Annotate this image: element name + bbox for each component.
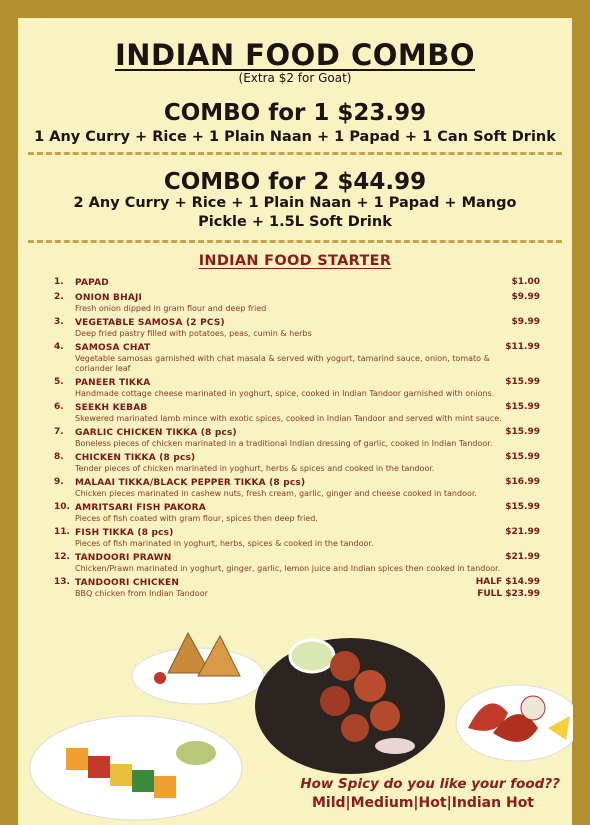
menu-item-number: 5. (54, 377, 64, 387)
menu-item (54, 402, 540, 424)
menu-item-number: 3. (54, 317, 64, 327)
starter-heading: INDIAN FOOD STARTER (198, 253, 392, 269)
menu-item (54, 342, 540, 374)
menu-item-price: $15.99 (505, 402, 540, 412)
menu-item-number: 2. (54, 292, 64, 302)
menu-item-price: $9.99 (511, 292, 540, 302)
menu-item (54, 377, 540, 399)
samosa-plate-image (128, 618, 268, 708)
paneer-tikka-plate-image (26, 708, 246, 823)
menu-item-description: Handmade cottage cheese marinated in yoghurt, spice, cooked in Indian Tandoor garnished with onions. (75, 389, 495, 398)
menu-item-description: Boneless pieces of chicken marinated in a traditional Indian dressing of garlic, cooked in Indian Tandoor. (75, 439, 493, 448)
menu-item-description: Chicken/Prawn marinated in yoghurt, ginger, garlic, lemon juice and Indian spices then cooked in tandoor. (75, 564, 501, 573)
menu-item (54, 452, 540, 474)
starter-menu-list (54, 277, 540, 602)
menu-item (54, 527, 540, 549)
menu-item (54, 292, 540, 314)
menu-item-name: MALAAI TIKKA/BLACK PEPPER TIKKA (8 pcs) (75, 478, 306, 488)
menu-subtitle: (Extra $2 for Goat) (238, 71, 352, 85)
menu-item-description: BBQ chicken from Indian Tandoor (75, 589, 208, 598)
menu-item-number: 4. (54, 342, 64, 352)
menu-item-description: Vegetable samosas garnished with chat masala & served with yogurt, tamarind sauce, onion, tomato & coriander leaf (75, 354, 490, 373)
spicy-options: Mild|Medium|Hot|Indian Hot (311, 795, 534, 811)
menu-item-number: 8. (54, 452, 64, 462)
menu-item-name: GARLIC CHICKEN TIKKA (8 pcs) (75, 428, 237, 438)
menu-item-price: $11.99 (505, 342, 540, 352)
combo-1-title: COMBO for 1 $23.99 (163, 100, 427, 126)
menu-item-number: 7. (54, 427, 64, 437)
spicy-question: How Spicy do you like your food?? (300, 776, 560, 792)
menu-item-price: $15.99 (505, 377, 540, 387)
menu-item-description: Fresh onion dipped in gram flour and deep fried (75, 304, 267, 313)
menu-item-price: $16.99 (505, 477, 540, 487)
menu-item-number: 6. (54, 402, 64, 412)
menu-item-description: Tender pieces of chicken marinated in yoghurt, herbs & spices and cooked in the tandoor. (75, 464, 435, 473)
menu-item-number: 12. (54, 552, 70, 562)
menu-item-number: 9. (54, 477, 64, 487)
menu-item-price: $1.00 (511, 277, 540, 287)
menu-item-price: $21.99 (505, 552, 540, 562)
tandoori-prawn-plate-image (448, 658, 573, 768)
menu-item-price-full: FULL $23.99 (477, 589, 540, 599)
menu-item (54, 277, 540, 289)
menu-item-description: Pieces of fish coated with gram flour, spices then deep fried. (75, 514, 318, 523)
combo-2-desc: 2 Any Curry + Rice + 1 Plain Naan + 1 Papad + Mango Pickle + 1.5L Soft Drink (73, 195, 517, 230)
menu-item-number: 11. (54, 527, 70, 537)
menu-item-price: HALF $14.99 (475, 577, 540, 587)
menu-item-price: $9.99 (511, 317, 540, 327)
menu-item-price: $15.99 (505, 502, 540, 512)
menu-item-name: TANDOORI PRAWN (75, 553, 172, 563)
combo-2-title: COMBO for 2 $44.99 (163, 169, 427, 195)
menu-item-description: Skewered marinated lamb mince with exotic spices, cooked in Indian Tandoor and served with mint sauce. (75, 414, 502, 423)
menu-item-name: ONION BHAJI (75, 293, 143, 303)
menu-item-name: TANDOORI CHICKEN (75, 578, 180, 588)
menu-item-name: FISH TIKKA (8 pcs) (75, 528, 174, 538)
menu-page (18, 18, 572, 825)
menu-item-price: $15.99 (505, 427, 540, 437)
divider (28, 240, 562, 243)
divider (28, 152, 562, 155)
menu-item (54, 317, 540, 339)
menu-item-price: $15.99 (505, 452, 540, 462)
menu-item-description: Deep fried pastry filled with potatoes, peas, cumin & herbs (75, 329, 312, 338)
menu-item-name: PAPAD (75, 278, 109, 288)
menu-item (54, 427, 540, 449)
menu-item (54, 502, 540, 524)
menu-item-name: CHICKEN TIKKA (8 pcs) (75, 453, 196, 463)
menu-item-number: 13. (54, 577, 70, 587)
menu-item-name: VEGETABLE SAMOSA (2 PCS) (75, 318, 225, 328)
menu-item-price: $21.99 (505, 527, 540, 537)
tandoori-sizzler-image (250, 616, 450, 786)
combo-1-desc: 1 Any Curry + Rice + 1 Plain Naan + 1 Papad + 1 Can Soft Drink (34, 129, 556, 145)
menu-item-description: Pieces of fish marinated in yoghurt, herbs, spices & cooked in the tandoor. (75, 539, 374, 548)
menu-item (54, 477, 540, 499)
menu-item (54, 577, 540, 599)
menu-item-name: SAMOSA CHAT (75, 343, 151, 353)
menu-title: INDIAN FOOD COMBO (114, 38, 476, 72)
menu-item-number: 10. (54, 502, 70, 512)
menu-item-name: PANEER TIKKA (75, 378, 151, 388)
menu-item-name: SEEKH KEBAB (75, 403, 148, 413)
menu-item (54, 552, 540, 574)
menu-item-name: AMRITSARI FISH PAKORA (75, 503, 206, 513)
menu-item-number: 1. (54, 277, 64, 287)
menu-item-description: Chicken pieces marinated in cashew nuts, fresh cream, garlic, ginger and cheese cooked in tandoor. (75, 489, 477, 498)
